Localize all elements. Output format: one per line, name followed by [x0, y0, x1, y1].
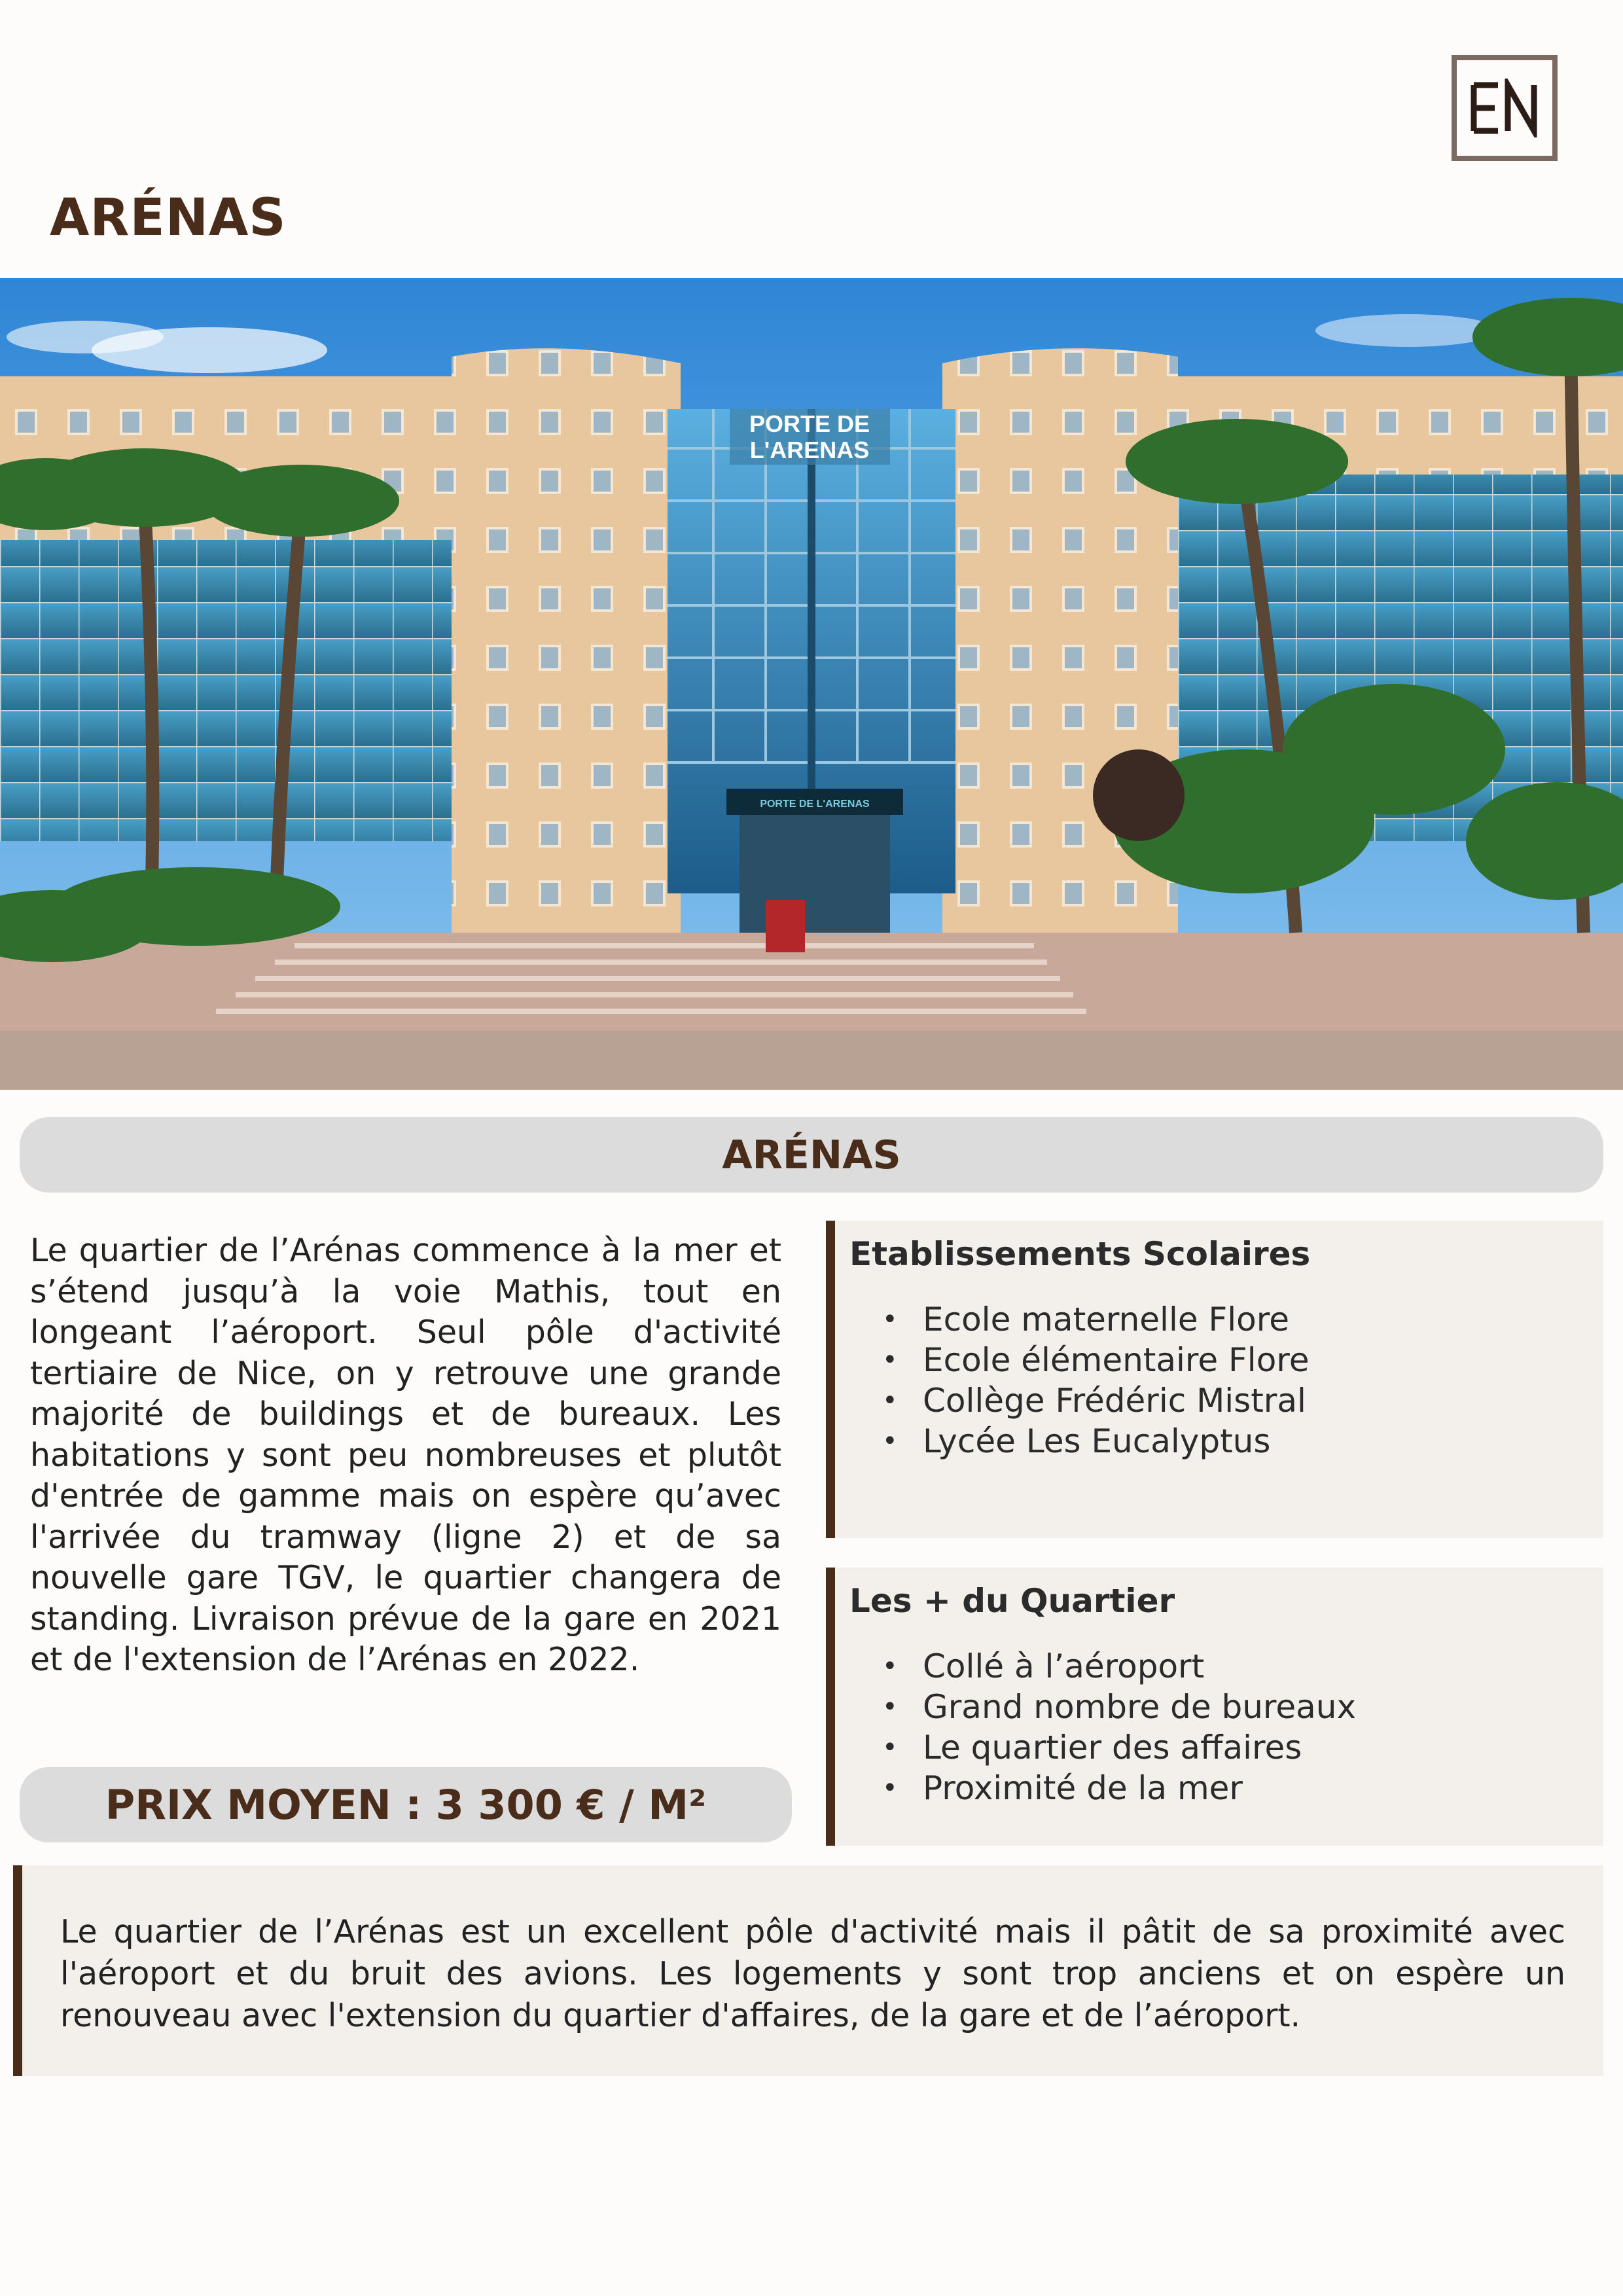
- bullet-icon: •: [882, 1651, 898, 1681]
- list-item: • Grand nombre de bureaux: [882, 1688, 1357, 1726]
- list-item: • Ecole élémentaire Flore: [882, 1341, 1310, 1379]
- list-item: • Lycée Les Eucalyptus: [882, 1422, 1271, 1460]
- bullet-icon: •: [882, 1773, 898, 1803]
- conclusion-text: Le quartier de l’Arénas est un excellent pôle d'activité mais il pâtit de sa proximité avec l'aéroport et du bruit des avions. Les logements y sont trop anciens et on espère un renouveau avec l'extension du quartier d'affaires, de la gare et de l’aéroport.: [60, 1913, 1565, 2034]
- list-item: • Proximité de la mer: [882, 1769, 1243, 1807]
- advantages-title: Les + du Quartier: [849, 1582, 1175, 1620]
- bullet-icon: •: [882, 1304, 898, 1335]
- bullet-icon: •: [882, 1426, 898, 1456]
- list-item: • Collé à l’aéroport: [882, 1647, 1205, 1685]
- bullet-icon: •: [882, 1732, 898, 1763]
- schools-list: [849, 1299, 1603, 1462]
- bullet-icon: •: [882, 1386, 898, 1416]
- district-advantages-panel: [826, 1568, 1603, 1846]
- entrance-sign: PORTE DE L'ARENAS: [760, 798, 870, 810]
- average-price-badge: PRIX MOYEN : 3 300 € / M²: [20, 1767, 792, 1842]
- logo-mark-icon: [1469, 79, 1541, 137]
- page-title: ARÉNAS: [50, 188, 287, 247]
- bullet-icon: •: [882, 1692, 898, 1722]
- schools-panel: [826, 1221, 1603, 1538]
- schools-title: Etablissements Scolaires: [849, 1235, 1311, 1273]
- list-item: • Le quartier des affaires: [882, 1729, 1302, 1767]
- sign-line2: L'ARENAS: [749, 437, 870, 463]
- list-item: • Collège Frédéric Mistral: [882, 1382, 1306, 1420]
- district-photo: [0, 278, 1623, 1090]
- list-item: • Ecole maternelle Flore: [882, 1300, 1289, 1338]
- sign-line1: PORTE DE: [749, 410, 870, 437]
- section-title: ARÉNAS: [20, 1117, 1603, 1193]
- bullet-icon: •: [882, 1345, 898, 1375]
- advantages-list: [849, 1646, 1603, 1808]
- conclusion-box: [13, 1865, 1603, 2076]
- brand-logo: [1452, 55, 1558, 161]
- intro-paragraph: Le quartier de l’Arénas commence à la mer et s’étend jusqu’à la voie Mathis, tout en longeant l’aéroport. Seul pôle d'activité tertiaire de Nice, on y retrouve une grande majorité de buildings et de bureaux. Les habitations y sont peu nombreuses et plutôt d'entrée de gamme mais on espère qu’avec l'arrivée du tramway (ligne 2) et de sa nouvelle gare TGV, le quartier changera de standing. Livraison prévue de la gare en 2021 et de l'extension de l’Arénas en 2022.: [30, 1232, 781, 1678]
